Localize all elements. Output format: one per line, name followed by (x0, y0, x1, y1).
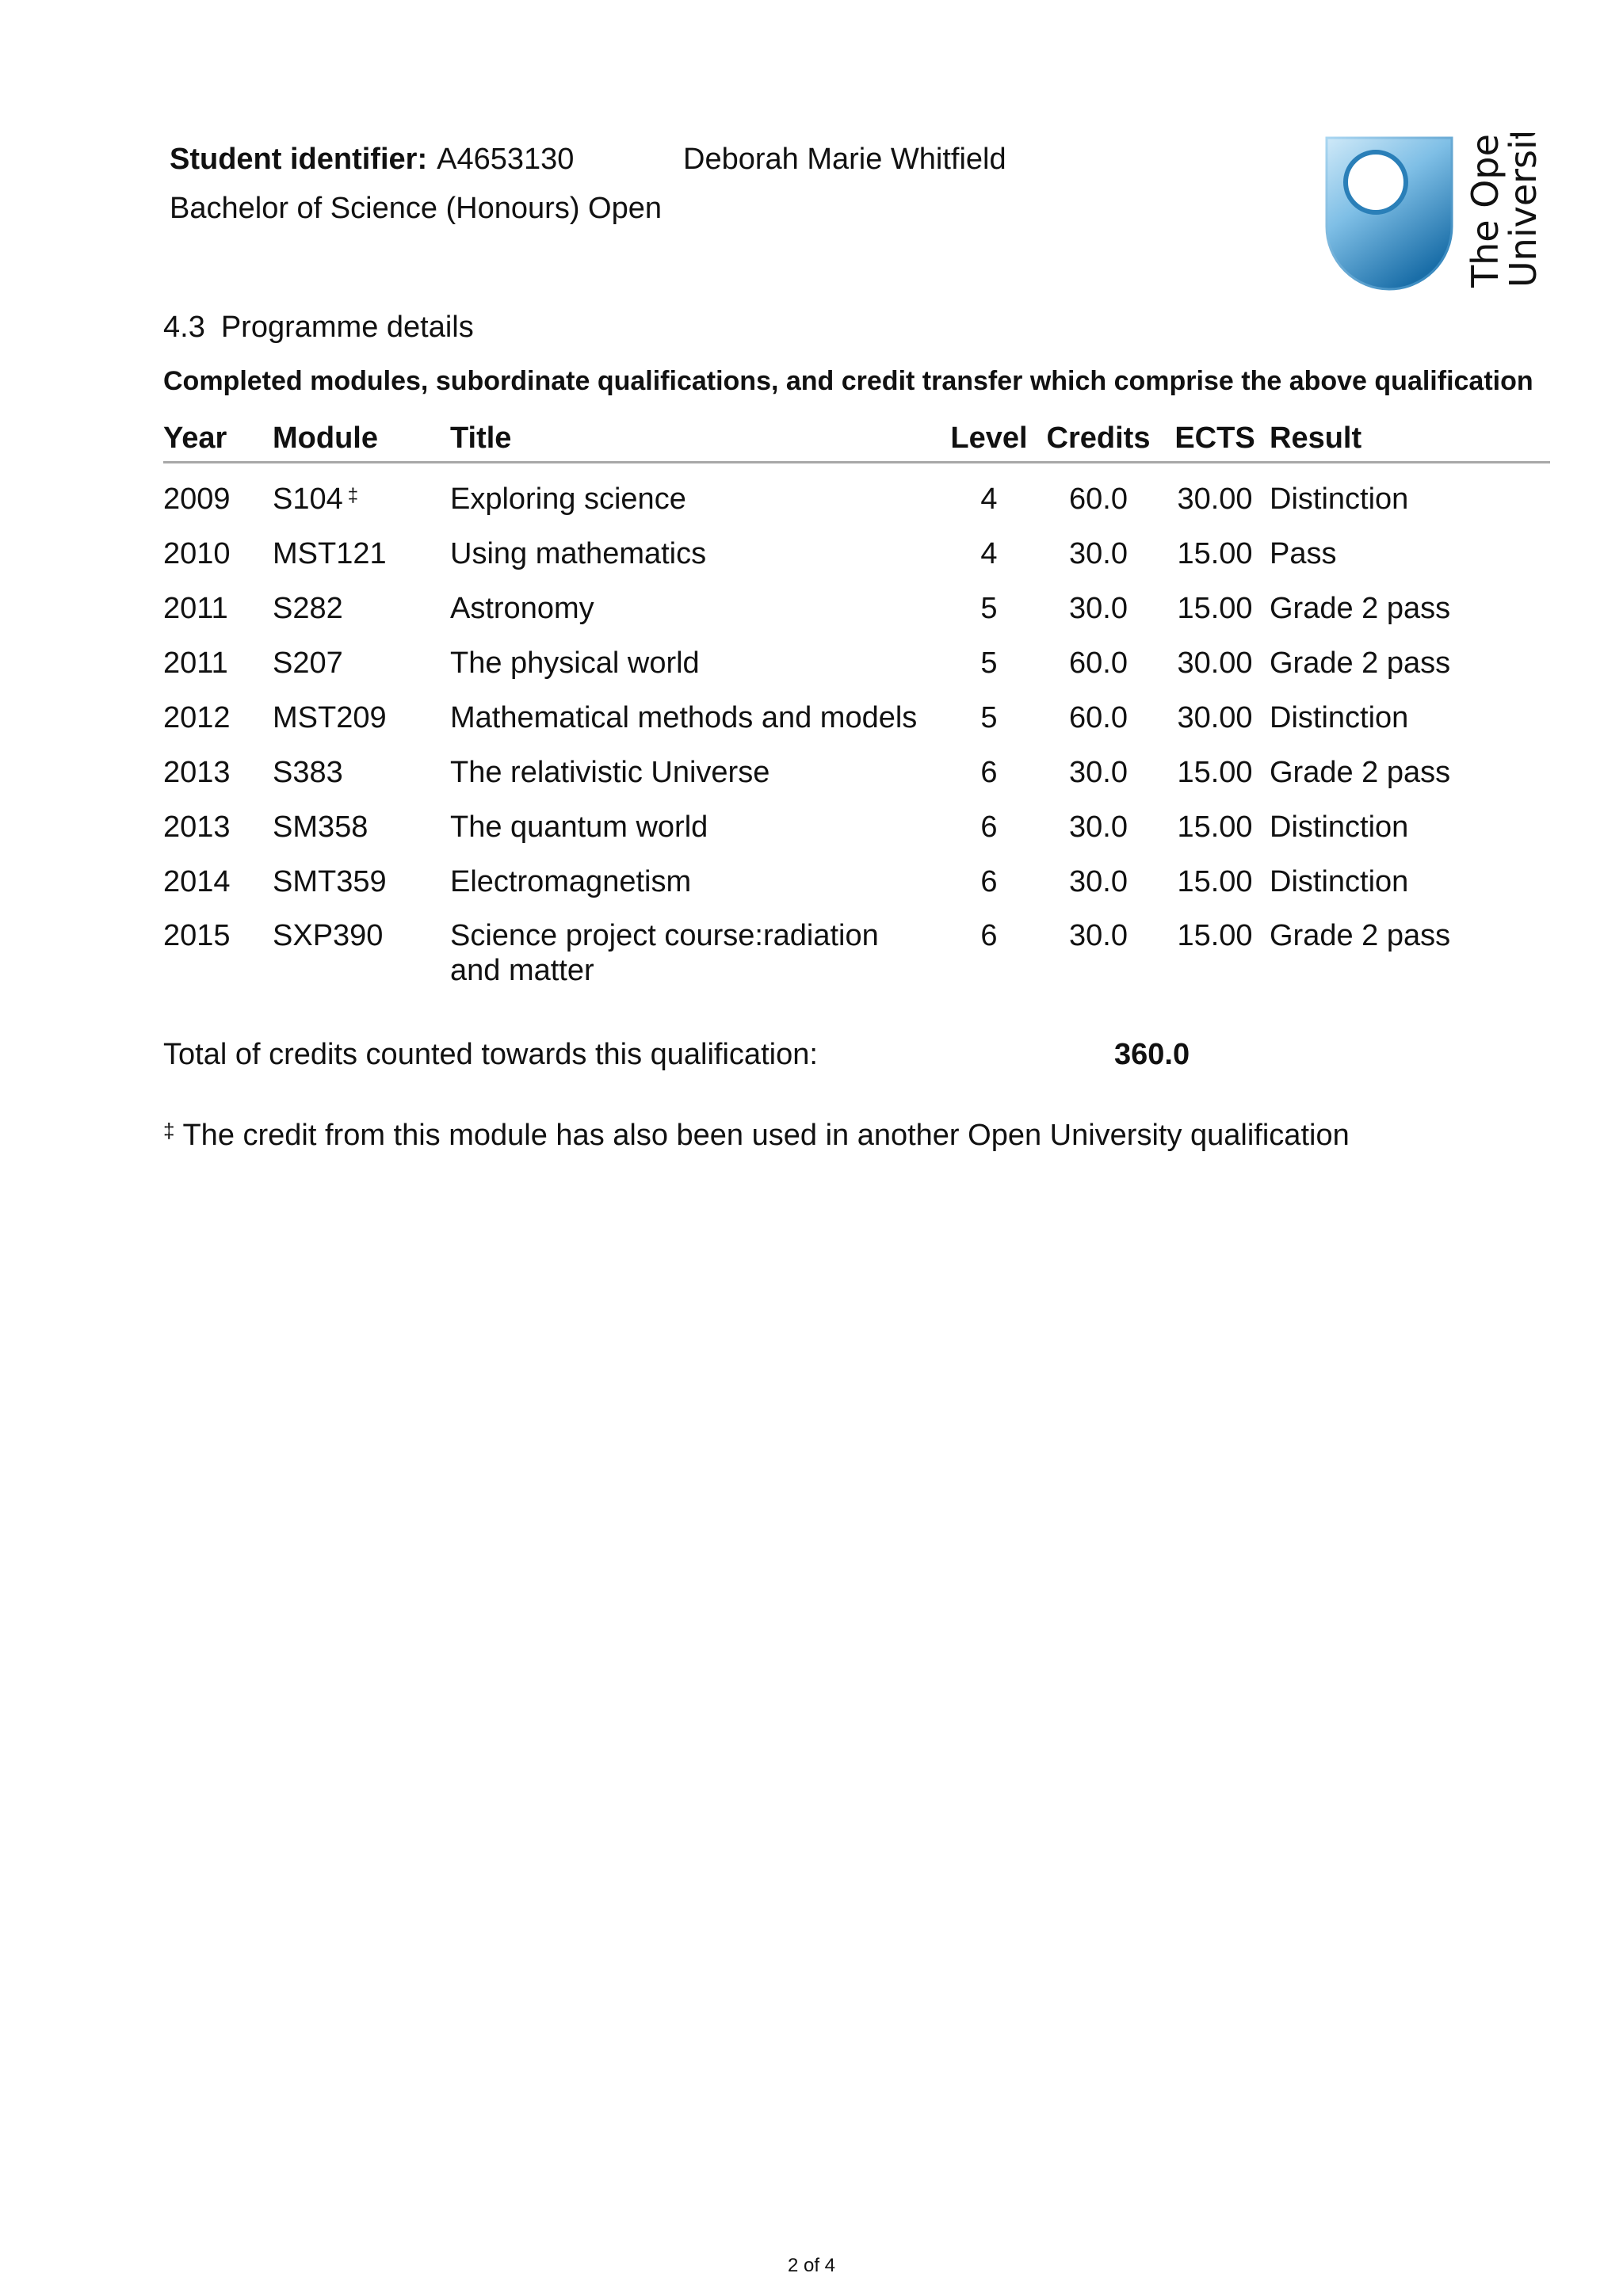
cell-result: Distinction (1270, 482, 1409, 516)
cell-year: 2010 (163, 536, 231, 570)
student-id-row (170, 135, 1006, 184)
table-row (163, 635, 1550, 690)
table-row (163, 799, 1550, 854)
cell-year: 2011 (163, 646, 228, 680)
section-number: 4.3 (163, 311, 205, 344)
credits-total-row (163, 1035, 1352, 1074)
student-id-value: A4653130 (437, 143, 575, 176)
cell-module: MST209 (273, 700, 387, 734)
cell-result: Grade 2 pass (1270, 646, 1451, 680)
cell-title: Mathematical methods and models (450, 700, 918, 734)
cell-credits: 30.0 (1069, 919, 1128, 952)
cell-year: 2011 (163, 591, 228, 625)
cell-ects: 15.00 (1177, 755, 1253, 789)
cell-module: S383 (273, 755, 343, 789)
cell-year: 2009 (163, 482, 231, 516)
logo-text-line2: University (1502, 133, 1545, 288)
section-heading (163, 307, 474, 347)
cell-year: 2013 (163, 755, 231, 789)
cell-result: Distinction (1270, 810, 1409, 844)
cell-module: S282 (273, 591, 343, 625)
footnote-mark: ‡ (163, 1119, 175, 1142)
cell-credits: 30.0 (1069, 864, 1128, 898)
module-code: S104 (273, 482, 343, 516)
table-row (163, 581, 1550, 635)
cell-year: 2013 (163, 810, 231, 844)
page-number: 2 of 4 (787, 2255, 836, 2276)
cell-module: SMT359 (273, 864, 387, 898)
student-id-label: Student identifier: (170, 143, 428, 176)
section-title: Programme details (220, 311, 474, 344)
cell-credits: 30.0 (1069, 755, 1128, 789)
cell-credits: 30.0 (1069, 536, 1128, 570)
table-row (163, 463, 1550, 527)
cell-level: 6 (980, 919, 998, 952)
cell-title: Exploring science (450, 482, 686, 516)
header-credits: Credits (1037, 415, 1160, 463)
cell-title: Using mathematics (450, 536, 707, 570)
cell-module: SM358 (273, 810, 369, 844)
credits-total-value: 360.0 (1114, 1038, 1190, 1071)
cell-level: 5 (980, 700, 998, 734)
cell-credits: 30.0 (1069, 810, 1128, 844)
cell-title: The quantum world (450, 810, 708, 844)
cell-title: Science project course:radiation and matter (450, 919, 879, 987)
cell-module (273, 463, 450, 527)
cell-module: MST121 (273, 536, 387, 570)
cell-result: Grade 2 pass (1270, 919, 1451, 952)
header-title: Title (450, 415, 941, 463)
table-row (163, 909, 1550, 988)
cell-title: The physical world (450, 646, 700, 680)
cell-ects: 30.00 (1177, 700, 1253, 734)
cell-module: S207 (273, 646, 343, 680)
cell-ects: 15.00 (1177, 591, 1253, 625)
student-name: Deborah Marie Whitfield (683, 143, 1006, 176)
table-row (163, 690, 1550, 745)
cell-result: Pass (1270, 536, 1337, 570)
cell-result: Distinction (1270, 700, 1409, 734)
table-row (163, 745, 1550, 799)
cell-ects: 30.00 (1177, 646, 1253, 680)
cell-result: Grade 2 pass (1270, 591, 1451, 625)
cell-level: 6 (980, 810, 998, 844)
header-module: Module (273, 415, 450, 463)
open-university-shield-logo-icon (1322, 133, 1552, 292)
cell-level: 5 (980, 646, 998, 680)
cell-result: Grade 2 pass (1270, 755, 1451, 789)
header-result: Result (1270, 415, 1550, 463)
cell-year: 2015 (163, 919, 231, 952)
cell-module: SXP390 (273, 919, 384, 952)
table-row (163, 526, 1550, 581)
student-header (170, 135, 1006, 233)
cell-level: 6 (980, 864, 998, 898)
cell-ects: 15.00 (1177, 536, 1253, 570)
cell-result: Distinction (1270, 864, 1409, 898)
cell-ects: 30.00 (1177, 482, 1253, 516)
footnote (163, 1116, 1350, 1155)
footnote-text: The credit from this module has also been used in another Open University qualification (182, 1119, 1350, 1152)
header-year: Year (163, 415, 273, 463)
cell-credits: 60.0 (1069, 700, 1128, 734)
cell-level: 4 (980, 536, 998, 570)
qualification-name: Bachelor of Science (Honours) Open (170, 192, 662, 225)
header-level: Level (941, 415, 1037, 463)
table-row (163, 854, 1550, 909)
credits-total-label: Total of credits counted towards this qualification: (163, 1038, 818, 1071)
cell-level: 4 (980, 482, 998, 516)
cell-title: Astronomy (450, 591, 594, 625)
cell-year: 2014 (163, 864, 231, 898)
section-subtitle: Completed modules, subordinate qualifications, and credit transfer which comprise the above qualification (163, 366, 1533, 396)
double-dagger-mark: ‡ (347, 484, 359, 506)
header-ects: ECTS (1160, 415, 1270, 463)
cell-ects: 15.00 (1177, 864, 1253, 898)
table-header-row (163, 415, 1550, 463)
cell-credits: 60.0 (1069, 482, 1128, 516)
open-university-logo (1322, 133, 1552, 292)
cell-title: Electromagnetism (450, 864, 692, 898)
modules-table (163, 415, 1550, 988)
cell-level: 6 (980, 755, 998, 789)
cell-ects: 15.00 (1177, 810, 1253, 844)
cell-level: 5 (980, 591, 998, 625)
cell-credits: 60.0 (1069, 646, 1128, 680)
cell-ects: 15.00 (1177, 919, 1253, 952)
cell-credits: 30.0 (1069, 591, 1128, 625)
cell-title: The relativistic Universe (450, 755, 770, 789)
logo-text-line1: The Open (1464, 133, 1507, 288)
cell-year: 2012 (163, 700, 231, 734)
